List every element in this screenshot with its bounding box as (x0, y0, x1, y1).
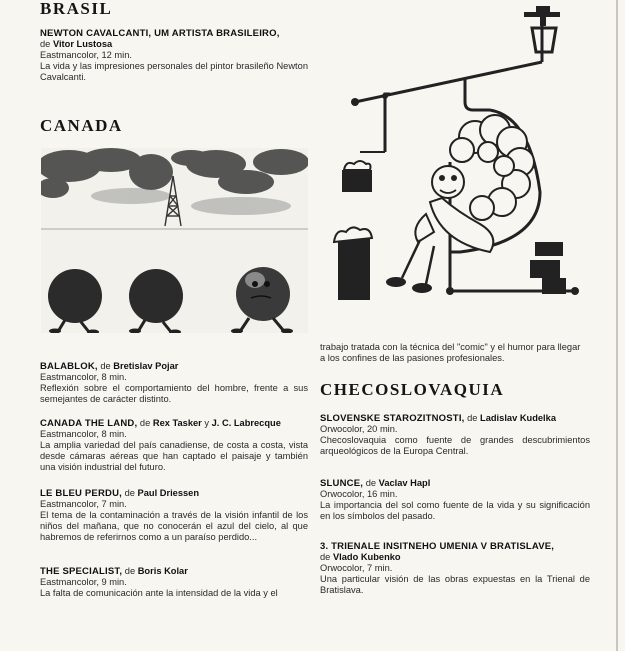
entry-description: Checoslovaquia como fuente de grandes descubrimientos arqueológicos de la Europa Central. (320, 435, 590, 456)
comic-cartoon-illustration (330, 2, 590, 302)
entry-format: Eastmancolor, 8 min. (40, 372, 127, 382)
entry-format: Orwocolor, 20 min. (320, 424, 398, 434)
entry-format: Eastmancolor, 8 min. (40, 429, 127, 439)
entry-format: Orwocolor, 7 min. (320, 563, 393, 573)
entry-author: Boris Kolar (137, 566, 188, 576)
stacked-blocks (530, 242, 566, 294)
entry-author: Paul Driessen (137, 488, 200, 498)
entry-trienale-insitneho-umenia (320, 541, 590, 596)
entry-by: de (100, 361, 111, 371)
entry-format: Eastmancolor, 7 min. (40, 499, 127, 509)
page-edge-divider (616, 0, 618, 651)
entry-author: Vaclav Hapl (378, 478, 431, 488)
curly-hair (450, 115, 534, 220)
entry-description: Reflexión sobre el comportamiento del hombre, frente a sus semejantes de carácter distinto. (40, 383, 308, 404)
entry-description: La falta de comunicación ante la intensidad de la vida y el (40, 588, 278, 598)
entry-description: La amplia variedad del país canadiense, de costa a costa, vista desde cámaras aéreas que han captado el paisaje y también una visión industrial del futuro. (40, 440, 308, 472)
cartoon-legs (402, 240, 434, 284)
entry-description: La vida y las impresiones personales del pintor brasileño Newton Cavalcanti. (40, 61, 308, 82)
entry-le-bleu-perdu (40, 488, 308, 543)
entry-description: El tema de la contaminación a través de la visión infantil de los niños del mañana, que no conocerán el azul del cielo, al que habremos de referirnos como a un paraíso perdido... (40, 510, 308, 542)
balablok-film-still (41, 148, 308, 333)
entry-title: CANADA THE LAND, (40, 418, 138, 429)
entry-title: THE SPECIALIST, (40, 566, 123, 577)
entry-newton-cavalcanti (40, 28, 308, 83)
heading-canada: CANADA (40, 116, 123, 135)
entry-title: SLUNCE, (320, 478, 364, 489)
entry-description: Una particular visión de las obras expuestas en la Trienal de Bratislava. (320, 574, 590, 595)
barrel-icon (334, 227, 372, 300)
entry-description: La importancia del sol como fuente de la vida y su significación en los símbolos del pasado. (320, 500, 590, 521)
entry-author: Rex Tasker (152, 418, 202, 428)
entry-title: SLOVENSKE STAROZITNOSTI, (320, 413, 465, 424)
cartoon-face (432, 166, 464, 198)
entry-canada-the-land (40, 418, 308, 473)
entry-by: de (365, 478, 377, 488)
entry-the-specialist (40, 566, 308, 599)
entry-by: de (320, 552, 331, 562)
entry-by: de (139, 418, 151, 428)
entry-by: de (467, 413, 478, 423)
heading-brasil: BRASIL (40, 0, 113, 18)
entry-author: Vitor Lustosa (52, 39, 113, 49)
entry-format: Eastmancolor, 9 min. (40, 577, 127, 587)
entry-slovenske-starozitnosti (320, 413, 590, 457)
entry-by: de (40, 39, 51, 49)
entry-balablok (40, 361, 308, 405)
entry-title: NEWTON CAVALCANTI, UM ARTISTA BRASILEIRO, (40, 28, 280, 39)
entry-author-2: J. C. Labrecque (211, 418, 281, 428)
heading-checoslovaquia: CHECOSLOVAQUIA (320, 380, 505, 399)
entry-slunce (320, 478, 590, 522)
entry-author: Ladislav Kudelka (480, 413, 556, 423)
entry-title: BALABLOK, (40, 361, 98, 372)
entry-title: 3. TRIENALE INSITNEHO UMENIA V BRATISLAVE, (320, 541, 555, 552)
entry-conjunction: y (204, 418, 210, 428)
entry-by: de (124, 566, 136, 576)
entry-by: de (124, 488, 135, 498)
continuation-text: trabajo tratada con la técnica del "comic" y el humor para llegar a los confines de las pasiones profesionales. (320, 342, 581, 364)
entry-author: Vlado Kubenko (332, 552, 401, 562)
cup-icon (342, 152, 385, 192)
entry-format: Eastmancolor, 12 min. (40, 50, 132, 60)
entry-author: Bretislav Pojar (113, 361, 179, 371)
entry-title: LE BLEU PERDU, (40, 488, 122, 499)
entry-format: Orwocolor, 16 min. (320, 489, 398, 499)
